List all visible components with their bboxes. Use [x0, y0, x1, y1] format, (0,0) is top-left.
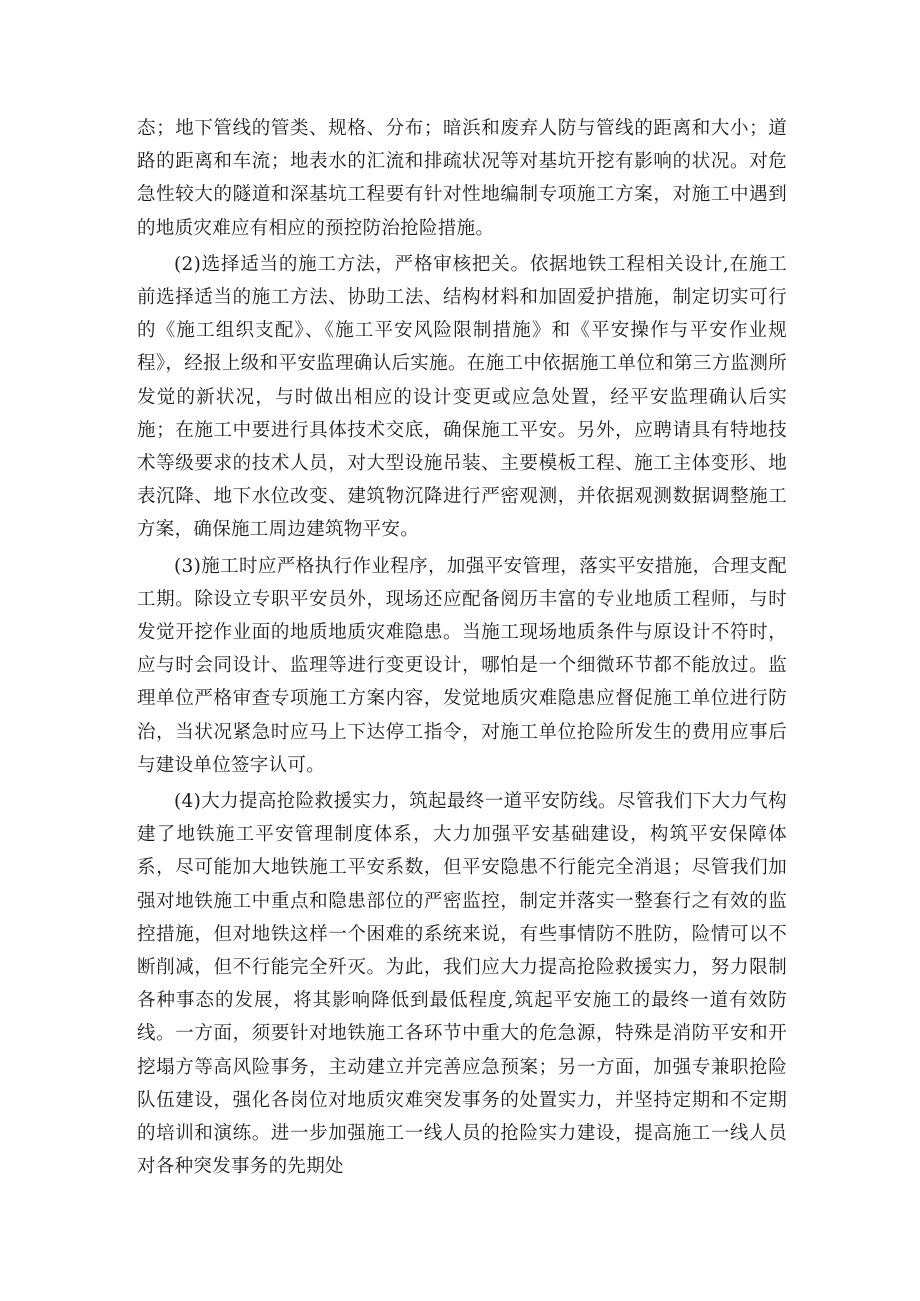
paragraph-continued: 态；地下管线的管类、规格、分布；暗浜和废弃人防与管线的距离和大小；道路的距离和车流；地表水的汇流和排疏状况等对基坑开挖有影响的状况。对危急性较大的隧道和深基坑工程要有针对性地编制专项施工方案，对施工中遇到的地质灾难应有相应的预控防治抢险措施。	[137, 118, 787, 239]
paragraph-item-2: (2)选择适当的施工方法，严格审核把关。依据地铁工程相关设计,在施工前选择适当的施工方法、协助工法、结构材料和加固爱护措施，制定切实可行的《施工组织支配》、《施工平安风险限制措施》和《平安操作与平安作业规程》，经报上级和平安监理确认后实施。在施工中依据施工单位和第三方监测所发觉的新状况，与时做出相应的设计变更或应急处置，经平安监理确认后实施；在施工中要进行具体技术交底，确保施工平安。另外，应聘请具有特地技术等级要求的技术人员，对大型设施吊装、主要模板工程、施工主体变形、地表沉降、地下水位改变、建筑物沉降进行严密观测，并依据观测数据调整施工方案，确保施工周边建筑物平安。	[137, 253, 787, 541]
paragraph-item-3: (3)施工时应严格执行作业程序，加强平安管理，落实平安措施，合理支配工期。除设立专职平安员外，现场还应配备阅历丰富的专业地质工程师，与时发觉开挖作业面的地质地质灾难隐患。当施工现场地质条件与原设计不符时，应与时会同设计、监理等进行变更设计，哪怕是一个细微环节都不能放过。监理单位严格审查专项施工方案内容，发觉地质灾难隐患应督促施工单位进行防治，当状况紧急时应马上下达停工指令，对施工单位抢险所发生的费用应事后与建设单位签字认可。	[137, 555, 787, 776]
paragraph-item-4: (4)大力提高抢险救援实力，筑起最终一道平安防线。尽管我们下大力气构建了地铁施工平安管理制度体系，大力加强平安基础建设，构筑平安保障体系，尽可能加大地铁施工平安系数，但平安隐患不行能完全消退；尽管我们加强对地铁施工中重点和隐患部位的严密监控，制定并落实一整套行之有效的监控措施，但对地铁这样一个困难的系统来说，有些事情防不胜防，险情可以不断削减，但不行能完全歼灭。为此，我们应大力提高抢险救援实力，努力限制各种事态的发展，将其影响降低到最低程度,筑起平安施工的最终一道有效防线。一方面，须要针对地铁施工各环节中重大的危急源，特殊是消防平安和开挖塌方等高风险事务，主动建立并完善应急预案；另一方面，加强专兼职抢险队伍建设，强化各岗位对地质灾难突发事务的处置实力，并坚持定期和不定期的培训和演练。进一步加强施工一线人员的抢险实力建设，提高施工一线人员对各种突发事务的先期处	[137, 791, 787, 1178]
document-page	[137, 112, 787, 1184]
